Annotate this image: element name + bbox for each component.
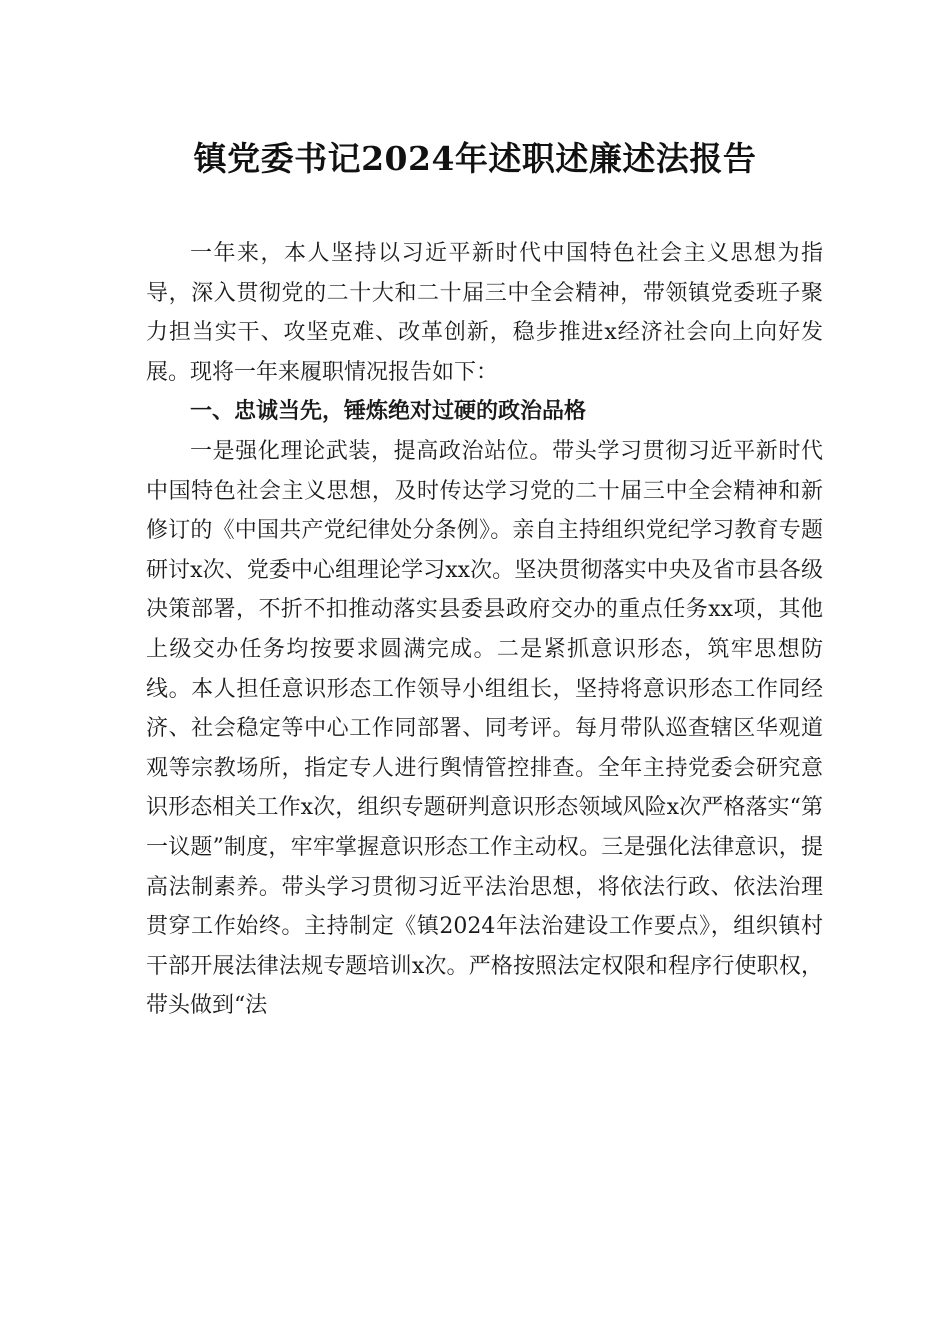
intro-paragraph: 一年来，本人坚持以习近平新时代中国特色社会主义思想为指导，深入贯彻党的二十大和二十届三中全会精神，带领镇党委班子聚力担当实干、攻坚克难、改革创新，稳步推进x经济社会向上向好发展。现将一年来履职情况报告如下： <box>146 241 823 385</box>
section-1-heading: 一、忠诚当先，锤炼绝对过硬的政治品格 <box>190 399 587 425</box>
document-title: 镇党委书记2024年述职述廉述法报告 <box>193 139 757 178</box>
document-body <box>146 234 823 1026</box>
section-1-paragraph: 一是强化理论武装，提高政治站位。带头学习贯彻习近平新时代中国特色社会主义思想，及时传达学习党的二十届三中全会精神和新修订的《中国共产党纪律处分条例》。亲自主持组织党纪学习教育专题研讨x次、党委中心组理论学习xx次。坚决贯彻落实中央及省市县各级决策部署，不折不扣推动落实县委县政府交办的重点任务xx项，其他上级交办任务均按要求圆满完成。二是紧抓意识形态，筑牢思想防线。本人担任意识形态工作领导小组组长，坚持将意识形态工作同经济、社会稳定等中心工作同部署、同考评。每月带队巡查辖区华观道观等宗教场所，指定专人进行舆情管控排查。全年主持党委会研究意识形态相关工作x次，组织专题研判意识形态领域风险x次严格落实“第一议题”制度，牢牢掌握意识形态工作主动权。三是强化法律意识，提高法制素养。带头学习贯彻习近平法治思想，将依法行政、依法治理贯穿工作始终。主持制定《镇2024年法治建设工作要点》，组织镇村干部开展法律法规专题培训x次。严格按照法定权限和程序行使职权，带头做到“法 <box>146 438 823 1019</box>
